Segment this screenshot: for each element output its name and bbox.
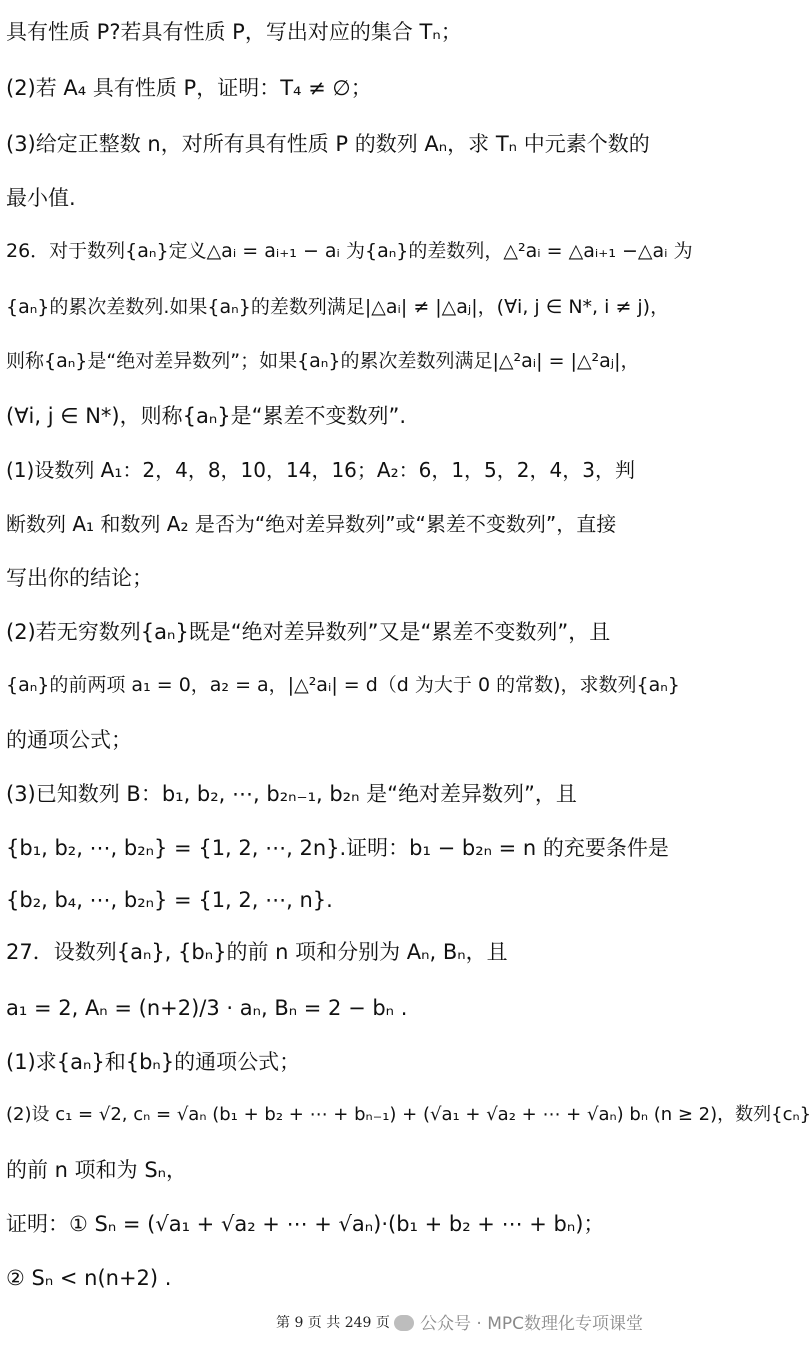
watermark-text: 公众号 · MPC数理化专项课堂	[420, 1314, 644, 1334]
text-line-9: (1)设数列 A₁：2，4，8，10，14，16；A₂：6，1，5，2，4，3，判	[6, 458, 635, 482]
problem-26-intro: 26．对于数列{aₙ}定义△aᵢ = aᵢ₊₁ − aᵢ 为{aₙ}的差数列，△²aᵢ = △aᵢ₊₁ −△aᵢ 为	[6, 240, 693, 262]
text-line-10: 断数列 A₁ 和数列 A₂ 是否为“绝对差异数列”或“累差不变数列”，直接	[6, 512, 617, 536]
text-line-12: (2)若无穷数列{aₙ}既是“绝对差异数列”又是“累差不变数列”，且	[6, 620, 611, 644]
text-line-16: {b₁, b₂, ⋯, b₂ₙ} = {1, 2, ⋯, 2n}.证明：b₁ − b₂ₙ = n 的充要条件是	[6, 836, 669, 860]
text-line-7: 则称{aₙ}是“绝对差异数列”；如果{aₙ}的累次差数列满足|△²aᵢ| = |△²aⱼ|，	[6, 350, 640, 372]
text-line-24: ② Sₙ < n(n+2) .	[6, 1266, 172, 1290]
text-line-8: (∀i, j ∈ N*)，则称{aₙ}是“累差不变数列”.	[6, 404, 407, 428]
text-line-17: {b₂, b₄, ⋯, b₂ₙ} = {1, 2, ⋯, n}.	[6, 888, 333, 912]
text-line-20: (1)求{aₙ}和{bₙ}的通项公式；	[6, 1050, 301, 1074]
page-number: 第 9 页 共 249 页	[276, 1315, 390, 1331]
text-line-19: a₁ = 2, Aₙ = (n+2)/3 · aₙ, Bₙ = 2 − bₙ .	[6, 996, 408, 1020]
text-line-2: (2)若 A₄ 具有性质 P，证明：T₄ ≠ ∅；	[6, 76, 372, 100]
wechat-icon	[394, 1315, 414, 1331]
text-line-21: (2)设 c₁ = √2, cₙ = √aₙ (b₁ + b₂ + ⋯ + bₙ₋₁) + (√a₁ + √a₂ + ⋯ + √aₙ) bₙ (n ≥ 2)，数列{cₙ}	[6, 1104, 811, 1125]
text-line-13: {aₙ}的前两项 a₁ = 0，a₂ = a，|△²aᵢ| = d（d 为大于 0 的常数)，求数列{aₙ}	[6, 674, 680, 696]
watermark	[394, 1309, 643, 1334]
text-line-22: 的前 n 项和为 Sₙ，	[6, 1158, 188, 1182]
text-line-15: (3)已知数列 B：b₁, b₂, ⋯, b₂ₙ₋₁, b₂ₙ 是“绝对差异数列”，且	[6, 782, 577, 806]
problem-27-intro: 27．设数列{aₙ}, {bₙ}的前 n 项和分别为 Aₙ, Bₙ，且	[6, 940, 508, 964]
text-line-1: 具有性质 P?若具有性质 P，写出对应的集合 Tₙ；	[6, 20, 462, 44]
text-line-6: {aₙ}的累次差数列.如果{aₙ}的差数列满足|△aᵢ| ≠ |△aⱼ|，(∀i, j ∈ N*, i ≠ j)，	[6, 296, 670, 318]
text-line-4: 最小值.	[6, 186, 76, 210]
text-line-3: (3)给定正整数 n，对所有具有性质 P 的数列 Aₙ，求 Tₙ 中元素个数的	[6, 132, 650, 156]
text-line-23: 证明：① Sₙ = (√a₁ + √a₂ + ⋯ + √aₙ)·(b₁ + b₂ + ⋯ + bₙ)；	[6, 1212, 605, 1236]
page-footer	[0, 1308, 713, 1332]
text-line-14: 的通项公式；	[6, 728, 132, 752]
text-line-11: 写出你的结论；	[6, 566, 153, 590]
